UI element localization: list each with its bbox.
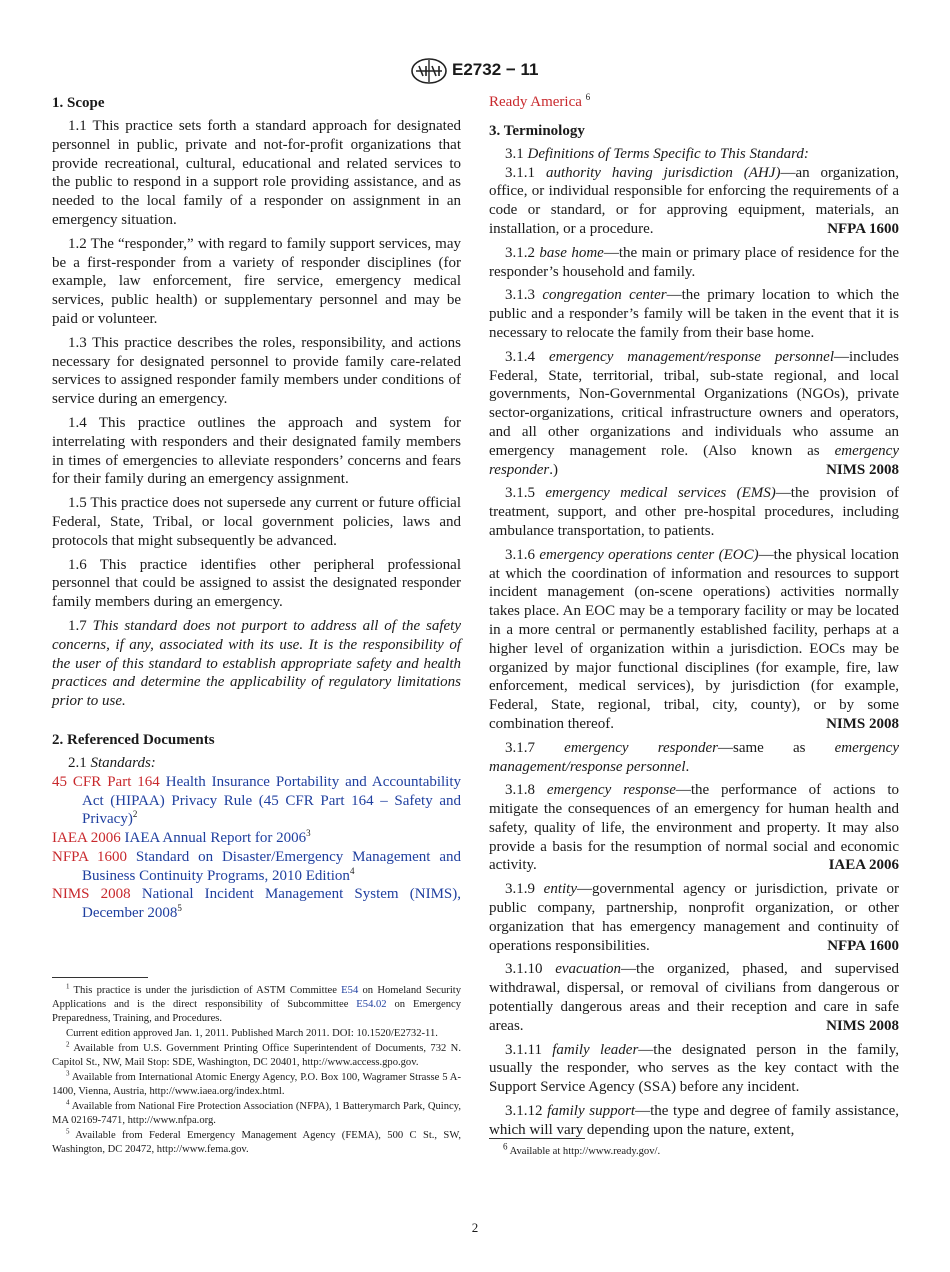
term-number: 3.1.7 bbox=[505, 739, 535, 756]
term-text: —includes Federal, State, territorial, tribal, sub-state regional, and local governments, Non-Governmental Organizations (NGOs), private sector-organizations, critical infrastructure owners and operators, and all other organizations and individuals who assume an emergency management role. (Also known as bbox=[489, 348, 899, 459]
term-definition bbox=[489, 546, 899, 734]
page-header bbox=[0, 58, 950, 84]
scope-heading: 1. Scope bbox=[52, 95, 105, 111]
term-text: —the designated person in the family, usually the responder, who serves as the key contact with the Support Service Agency (SSA) before any incident. bbox=[489, 1041, 899, 1096]
reference-code[interactable]: NIMS 2008 bbox=[52, 886, 131, 903]
term-text: —governmental agency or jurisdiction, private or public company, partnership, nonprofit organization, or other organization that has emergency management and continuity of operations responsibilities. bbox=[489, 881, 899, 954]
footnote-marker: 6 bbox=[585, 92, 591, 102]
term-text: —an organization, office, or individual responsible for enforcing the requirements of a code or standard, or for approving equipment, materials, an installation, or a procedure. bbox=[489, 164, 900, 237]
paragraph-1-7 bbox=[52, 617, 461, 711]
definitions-subheading bbox=[489, 145, 899, 164]
committee-link[interactable]: E54 bbox=[341, 985, 359, 996]
footnote-marker: 5 bbox=[177, 903, 182, 914]
right-column bbox=[489, 93, 899, 1145]
term-alias: emergency management/response personnel bbox=[489, 739, 899, 775]
term-text: —the organized, phased, and supervised withdrawal, dispersal, or removal of civilians from dangerous or potentially dangerous areas and their reception and care in safe areas. bbox=[489, 961, 900, 1034]
term-number: 3.1.10 bbox=[505, 961, 543, 978]
reference-item bbox=[52, 773, 461, 829]
footnote-number: 3 bbox=[66, 1069, 70, 1078]
term-name: base home bbox=[539, 244, 604, 261]
footnote-number: 1 bbox=[66, 982, 70, 991]
term-text: —the main or primary place of residence for the responder’s household and family. bbox=[489, 244, 899, 280]
paragraph-1-7-number: 1.7 bbox=[68, 617, 87, 634]
term-name: emergency management/response personnel bbox=[548, 348, 834, 365]
term-text: —the provision of treatment, support, and other pre-hospital procedures, including ambulance transportation, to patients. bbox=[489, 485, 899, 539]
definitions-label: Definitions of Terms Specific to This Standard: bbox=[527, 145, 809, 162]
footnote-4 bbox=[52, 1100, 461, 1128]
term-name: emergency responder bbox=[564, 739, 718, 756]
ready-america-reference bbox=[489, 93, 899, 112]
paragraph-1-5: 1.5 This practice does not supersede any current or future official Federal, State, Tribal, or local government policies, laws and protocols that might subsequently be advanced. bbox=[52, 495, 461, 549]
footnote-3 bbox=[52, 1071, 461, 1099]
footnote-text: on Homeland Security Applications and is the direct responsibility of Subcommittee bbox=[52, 985, 461, 1010]
term-source: NFPA 1600 bbox=[827, 937, 899, 954]
reference-title-link[interactable]: IAEA Annual Report for 2006 bbox=[124, 830, 307, 847]
term-number: 3.1.4 bbox=[505, 348, 535, 365]
reference-code[interactable]: IAEA 2006 bbox=[52, 830, 121, 847]
standards-subheading bbox=[52, 754, 461, 773]
term-number: 3.1.5 bbox=[505, 485, 535, 502]
reference-title-link[interactable]: Standard on Disaster/Emergency Management and Business Continuity Programs, 2010 Edition bbox=[82, 848, 461, 884]
footnote-number: 4 bbox=[66, 1098, 70, 1107]
footnote-number: 6 bbox=[503, 1141, 508, 1152]
term-text: .) bbox=[549, 461, 559, 478]
term-definition bbox=[489, 880, 899, 955]
term-text: —same as bbox=[717, 739, 835, 756]
reference-code[interactable]: 45 CFR Part 164 bbox=[52, 773, 160, 790]
footnote-text: Available from National Fire Protection Association (NFPA), 1 Batterymarch Park, Quincy, MA 02169-7471, http://www.nfpa.org. bbox=[52, 1101, 461, 1126]
term-number: 3.1.12 bbox=[505, 1103, 543, 1120]
footnote-text: Available from Federal Emergency Management Agency (FEMA), 500 C St., SW, Washington, DC 20472, http://www.fema.gov. bbox=[52, 1130, 461, 1155]
standards-label: Standards: bbox=[90, 754, 156, 771]
footnote-6 bbox=[489, 1141, 899, 1159]
footnote-1 bbox=[52, 984, 461, 1026]
paragraph-1-4: 1.4 This practice outlines the approach and system for interrelating with responders and their designated family members in times of emergencies to alleviate responders’ concerns and fears for their family during an emergency assignment. bbox=[52, 414, 461, 488]
term-alias: emergency responder bbox=[489, 442, 899, 478]
term-definition bbox=[489, 1041, 899, 1097]
reference-code[interactable]: Ready America bbox=[489, 94, 582, 110]
term-definition bbox=[489, 286, 899, 342]
term-number: 3.1.6 bbox=[505, 546, 535, 563]
term-name: emergency response bbox=[546, 782, 676, 799]
paragraph-1-6: 1.6 This practice identifies other peripheral professional personnel that could be assigned to assist the designated responder family members during an emergency. bbox=[52, 556, 461, 611]
term-definition bbox=[489, 1102, 899, 1140]
term-source: NIMS 2008 bbox=[826, 1017, 899, 1034]
reference-title-link[interactable]: Health Insurance Portability and Accountability Act (HIPAA) Privacy Rule (45 CFR Part 164 – Safety and Privacy) bbox=[82, 773, 462, 828]
reference-item bbox=[52, 848, 461, 886]
term-definition bbox=[489, 164, 899, 239]
term-name: emergency operations center (EOC) bbox=[539, 546, 759, 563]
footnote-divider bbox=[52, 977, 148, 978]
term-name: authority having jurisdiction (AHJ) bbox=[545, 164, 781, 181]
reference-item bbox=[52, 829, 461, 848]
term-definition bbox=[489, 960, 899, 1035]
term-name: congregation center bbox=[542, 287, 667, 304]
edition-note: Current edition approved Jan. 1, 2011. Published March 2011. DOI: 10.1520/E2732-11. bbox=[66, 1028, 438, 1039]
term-number: 3.1.2 bbox=[505, 244, 535, 261]
term-definition bbox=[489, 739, 899, 777]
page-number: 2 bbox=[471, 1220, 479, 1235]
footnote-marker: 3 bbox=[306, 828, 311, 839]
term-source: NIMS 2008 bbox=[826, 461, 899, 478]
term-number: 3.1.9 bbox=[505, 881, 535, 898]
term-text: —the physical location at which the coordination of information and resources to support incident management (on-scene operations) activities normally takes place. An EOC may be a temporary facility or may be located in a more central or permanently established facility, perhaps at a higher level of organization within a jurisdiction. EOCs may be organized by major functional disciplines (for example, fire, law enforcement, medical services), by jurisdiction (for example, Federal, State, regional, tribal, city, county), or by some combination thereof. bbox=[489, 546, 899, 732]
standard-designation: E2732 − 11 bbox=[452, 60, 539, 79]
term-text: —the performance of actions to mitigate the consequences of an emergency for human health and safety, quality of life, the environment and property. It may also provide a basis for the resumption of normal social and economic activity. bbox=[489, 782, 899, 874]
term-text: —the primary location to which the public and a responder’s family will be taken in the event that it is necessary to relocate the family from their base home. bbox=[489, 287, 899, 341]
reference-list bbox=[52, 773, 461, 923]
reference-code[interactable]: NFPA 1600 bbox=[52, 848, 128, 865]
footnote-number: 5 bbox=[66, 1127, 70, 1136]
footnotes bbox=[52, 977, 461, 1158]
term-source: NFPA 1600 bbox=[827, 220, 899, 237]
term-name: family leader bbox=[552, 1041, 639, 1058]
term-number: 3.1.3 bbox=[505, 287, 535, 304]
term-definition bbox=[489, 781, 899, 875]
term-definition bbox=[489, 348, 899, 480]
paragraph-1-2: 1.2 The “responder,” with regard to family support services, may be a first-responder from a variety of responder disciplines (for example, law enforcement, fire service, emergency medical services, public health) or supplementary personnel and may be paid or volunteer. bbox=[52, 235, 461, 327]
footnote-divider bbox=[489, 1138, 585, 1139]
footnote-5 bbox=[52, 1129, 461, 1157]
footnote-text: Available from International Atomic Energy Agency, P.O. Box 100, Wagramer Strasse 5 A-1400, Vienna, Austria, http://www.iaea.org/index.html. bbox=[52, 1072, 461, 1097]
reference-item bbox=[52, 885, 461, 923]
footnote-text: on Emergency Preparedness, Training, and Procedures. bbox=[52, 999, 462, 1024]
term-source: NIMS 2008 bbox=[826, 715, 899, 732]
astm-logo-icon bbox=[410, 58, 448, 84]
right-footnotes bbox=[489, 1138, 899, 1159]
term-number: 3.1.11 bbox=[505, 1041, 542, 1058]
footnote-text: Available at http://www.ready.gov/. bbox=[509, 1146, 661, 1157]
term-source: IAEA 2006 bbox=[828, 857, 899, 874]
safety-caveat: This standard does not purport to address all of the safety concerns, if any, associated with its use. It is the responsibility of the user of this standard to establish appropriate safety and health practices and determine the applicability of regulatory limitations prior to use. bbox=[52, 617, 462, 710]
referenced-documents-heading: 2. Referenced Documents bbox=[52, 731, 215, 748]
left-column bbox=[52, 93, 461, 923]
term-name: evacuation bbox=[555, 961, 622, 978]
term-definition bbox=[489, 484, 899, 540]
footnote-number: 2 bbox=[66, 1040, 70, 1049]
term-definition bbox=[489, 244, 899, 282]
term-text: —the type and degree of family assistance, which will vary depending upon the nature, extent, bbox=[489, 1103, 899, 1138]
reference-title-link[interactable]: National Incident Management System (NIMS), December 2008 bbox=[82, 886, 461, 922]
paragraph-1-1: 1.1 This practice sets forth a standard approach for designated personnel in public, private and not-for-profit organizations that provide recreational, cultural, educational and related services to the public to respond in a support role providing assistance, and as needed to the local family of a responder on assignment in an emergency situation. bbox=[52, 118, 461, 228]
footnote-marker: 4 bbox=[349, 865, 355, 876]
footnote-2 bbox=[52, 1042, 461, 1070]
subcommittee-link[interactable]: E54.02 bbox=[356, 999, 387, 1010]
term-number: 3.1.1 bbox=[505, 164, 535, 181]
standards-number: 2.1 bbox=[68, 754, 87, 771]
term-text: . bbox=[685, 758, 690, 775]
term-name: entity bbox=[543, 881, 577, 898]
term-number: 3.1.8 bbox=[505, 782, 535, 799]
term-name: family support bbox=[547, 1103, 636, 1120]
term-name: emergency medical services (EMS) bbox=[545, 485, 776, 502]
definitions-number: 3.1 bbox=[505, 145, 524, 162]
paragraph-1-3: 1.3 This practice describes the roles, responsibility, and actions necessary for designated personnel to provide family care-related services to assigned responder family members under conditions of service during an emergency. bbox=[52, 334, 461, 408]
footnote-text: Available from U.S. Government Printing Office Superintendent of Documents, 732 N. Capitol St., NW, Mail Stop: SDE, Washington, DC 20401, http://www.access.gpo.gov. bbox=[52, 1043, 461, 1068]
terminology-heading: 3. Terminology bbox=[489, 122, 585, 139]
footnote-text: This practice is under the jurisdiction of ASTM Committee bbox=[73, 985, 337, 996]
footnote-marker: 2 bbox=[132, 809, 138, 820]
